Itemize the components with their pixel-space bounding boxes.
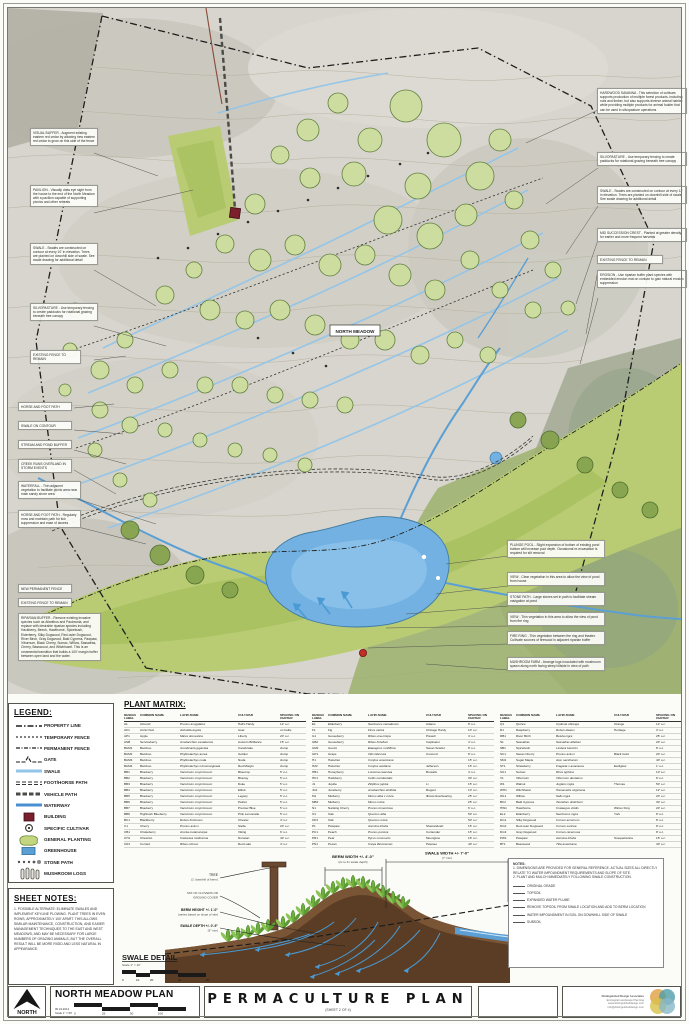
- plan-name: NORTH MEADOW PLAN: [55, 989, 174, 1000]
- annotation-swale-left: SWALE - Swales are constructed on contour at every 10' in elevation. Trees are planted on downhill side of swale. See swale drawing for additional detail: [30, 243, 98, 265]
- plant-row: DG3 Gray Dogwood Cornus racemosa 8' o.c.: [500, 830, 682, 836]
- plant-matrix-group-1: [124, 713, 306, 849]
- annotation-existing-fence-right: EXISTING FENCE TO REMAIN: [597, 255, 663, 264]
- plant-row: R1 Raspberry Rubus idaeus Heritage 3' o.c.: [500, 728, 682, 734]
- plan-scale-bar: [72, 1001, 190, 1015]
- annotation-view-house: VIEW - Clear vegetation in this area to allow the view of pond from house: [507, 572, 605, 586]
- plant-row: BB8 Highbush Blueberry Vaccinium corymbosum Pink Lemonade 5' o.c.: [124, 812, 306, 818]
- plant-row: CH1 Chestnut Castanea mollissima Dunstan 40' o.c.: [124, 836, 306, 842]
- plant-row: BB6 Blueberry Vaccinium corymbosum Patriot 5' o.c.: [124, 800, 306, 806]
- berm-height-label: BERM HEIGHT +/- 1'-0": [181, 908, 218, 912]
- plan-date: 06.24.2014: [55, 1007, 69, 1012]
- plant-row: GP1 Grape Vitis labrusca Concord 8' o.c.: [312, 752, 494, 758]
- plant-row: WH1 Witchhazel Hamamelis virginiana 12' o.c.: [500, 788, 682, 794]
- firm-logo-icon: [647, 988, 677, 1016]
- berm-width-sub: (2x to 4x swale depth): [338, 860, 368, 864]
- plant-row: F1 Fig Ficus carica Chicago Hardy 10' o.c.: [312, 728, 494, 734]
- legend-item-vehicle-path: VEHICLE PATH: [14, 788, 108, 799]
- legend-item-building: BUILDING: [14, 811, 108, 822]
- gate-symbol: [14, 755, 44, 765]
- callout-water-plume: EXPANDED WATER PLUME: [513, 898, 659, 902]
- swale-scale-tick-3: 40: [178, 978, 182, 982]
- greenhouse-symbol: [14, 846, 44, 856]
- sheet-notes-panel: [8, 888, 114, 985]
- callout-original-grade: ORIGINAL GRADE: [513, 884, 659, 888]
- plant-row: P1 Pawpaw Asimina triloba Shenandoah 15' o.c.: [312, 824, 494, 830]
- plant-matrix-group-3: [500, 713, 682, 849]
- legend-item-property-line: PROPERTY LINE: [14, 720, 108, 731]
- legend-item-foot-horse-path: FOOT/HORSE PATH: [14, 777, 108, 788]
- annotation-visual-buffer: VISUAL BUFFER - Augment existing eastern red cedar by allowing new eastern red cedar to grow on this side of the fence: [30, 128, 98, 146]
- plant-row: ASB Serviceberry Amelanchier canadensis Autumn Brilliance 15' o.c.: [124, 740, 306, 746]
- cover-label-1: MIX OF CLOVERS OR: [187, 891, 218, 895]
- plant-row: HK1 Hackberry Celtis occidentalis 30' o.c.: [312, 776, 494, 782]
- plant-row: A1 Almond Prunus amygdalus Hall's Hardy 12' o.c.: [124, 722, 306, 728]
- plant-row: DG2 Red-osier Dogwood Cornus sericea 8' o.c.: [500, 824, 682, 830]
- plant-row: N1 Nanking Cherry Prunus tomentosa 6' o.c.: [312, 806, 494, 812]
- plant-row: GB2 Gooseberry Ribes hirtellum Captivator 4' o.c.: [312, 740, 494, 746]
- legend-item-general-planting: GENERAL PLANTING: [14, 834, 108, 845]
- annotation-stream-pond-buffer: STREAM AND POND BUFFER: [18, 440, 72, 449]
- firm-line-2: Ecological Landscape Planning: [606, 998, 644, 1002]
- legend-item-specific-cultivar: SPECIFIC CULTIVAR: [14, 823, 108, 834]
- plant-row: BB5 Blueberry Vaccinium corymbosum Legacy 5' o.c.: [124, 794, 306, 800]
- plant-row: J1 Jujube Ziziphus jujuba Li 15' o.c.: [312, 782, 494, 788]
- legend-item-swale: SWALE: [14, 766, 108, 777]
- swale-symbol: [14, 767, 44, 775]
- plant-row: GM1 Goumi Elaeagnus multiflora Sweet Scarlet 8' o.c.: [312, 746, 494, 752]
- plant-row: PN1 Pecan Carya illinoinensis Pawnee 40' o.c.: [312, 842, 494, 848]
- swale-scale-tick-2: 20: [150, 978, 154, 982]
- legend-item-permanent-fence: PERMANENT FENCE: [14, 743, 108, 754]
- annotation-existing-fence-left: EXISTING FENCE TO REMAIN: [30, 350, 81, 364]
- plant-row: O1 Oak Quercus alba 50' o.c.: [312, 812, 494, 818]
- plant-matrix-header: DESIGN LABEL COMMON NAME LATIN NAME CULTIVAR SPACING ON CENTER: [124, 713, 306, 722]
- stone-path-symbol: [14, 858, 44, 866]
- plant-row: PR1 Pear Pyrus communis Moonglow 18' o.c.: [312, 836, 494, 842]
- plant-row: BT1 Basswood Tilia americana 40' o.c.: [500, 842, 682, 848]
- waterway-symbol: [14, 801, 44, 809]
- plant-row: HB1 Honeyberry Lonicera caerulea Borealis 4' o.c.: [312, 770, 494, 776]
- cover-label-2: GROUND COVER: [193, 895, 218, 900]
- plant-row: Q1 Quince Cydonia oblonga Orange 12' o.c.: [500, 722, 682, 728]
- plant-row: BAM3 Bamboo Phyllostachys nuda Nuda clump: [124, 758, 306, 764]
- plan-scale-tick-0: 0: [74, 1011, 76, 1015]
- north-arrow-block: [8, 986, 46, 1018]
- vehicle-path-symbol: [14, 790, 44, 798]
- callout-subsoil: SUBSOIL: [513, 920, 659, 924]
- firm-line-4: info@distinguisheddesign.com: [607, 1005, 644, 1009]
- plant-row: AP1 Apple Malus domestica Liberty 20' o.c.: [124, 734, 306, 740]
- plant-row: WL1 Willow Salix nigra 20' o.c.: [500, 794, 682, 800]
- swale-detail-drawing: [120, 850, 510, 985]
- plant-row: BC2 Bald Cypress Taxodium distichum 30' o.c.: [500, 800, 682, 806]
- plant-row: BB3 Blueberry Vaccinium corymbosum Duke 5' o.c.: [124, 782, 306, 788]
- north-meadow-label: NORTH MEADOW: [335, 329, 375, 334]
- annotation-existing-fence-bottom: EXISTING FENCE TO REMAIN: [18, 598, 72, 607]
- swale-width-label: SWALE WIDTH +/- 7'-0": [424, 850, 470, 856]
- legend-item-gate: GATE: [14, 754, 108, 765]
- plant-row: PC1 Peach Prunus persica Contender 15' o.c.: [312, 830, 494, 836]
- tree-label-sub: (1' downhill of berm): [191, 877, 218, 882]
- plant-row: CB1 Chokeberry Aronia melanocarpa Viking 6' o.c.: [124, 830, 306, 836]
- plant-row: BAM2 Bamboo Phyllostachys aurea Golden clump: [124, 752, 306, 758]
- plant-matrix-group-2: [312, 713, 494, 849]
- annotation-silvopasture-left: SILVOPASTURE - Use temporary fencing to create paddocks for rotational grazing beneath tree canopy: [30, 303, 98, 321]
- firm-line-3: www.distinguisheddesign.com: [608, 1002, 644, 1005]
- swale-note-1: 1. DIMENSIONS ARE PROVIDED FOR GENERAL REFERENCE. ACTUAL SIZES ALL DIRECTLY RELATE TO WATER IMPOUNDMENT REQUIREMENTS AND SLOPE OF SITE.: [513, 866, 658, 875]
- building-symbol: [14, 812, 44, 822]
- plant-matrix-header: DESIGN LABEL COMMON NAME LATIN NAME CULTIVAR SPACING ON CENTER: [500, 713, 682, 722]
- tree-label: TREE: [208, 873, 218, 877]
- berm-height-sub: (varies based on slope of site): [177, 912, 218, 917]
- sheet-subtitle: (SHEET 2 OF 4): [325, 1008, 351, 1012]
- annotation-new-permanent-fence: NEW PERMANENT FENCE: [18, 584, 72, 593]
- plant-row: BB7 Blueberry Vaccinium corymbosum Premier Blue 5' o.c.: [124, 806, 306, 812]
- legend-item-mushroom-logs: MUSHROOM LOGS: [14, 868, 108, 879]
- plant-row: BB1 Blueberry Vaccinium corymbosum Bluecrop 5' o.c.: [124, 770, 306, 776]
- swale-depth-sub: (9" min): [207, 928, 218, 933]
- mushroom-logs-symbol: [14, 867, 44, 881]
- plant-row: BAM1 Bamboo Arundinaria gigantea Canebrake clump: [124, 746, 306, 752]
- legend-item-stone-path: STONE PATH: [14, 857, 108, 868]
- plan-scale-tick-1: 25: [102, 1011, 106, 1015]
- plan-title-block: [50, 986, 200, 1018]
- annotation-riparian-buffer: RIPARIAN BUFFER - Remove existing invasive species such as Ailanthus and Paulownia, and replace with desirable riparian species including Hackberry, Beech, Hawthorne, Spicebush, Elderberry, Silky Dogwood, Red-osier Dogwood, River Birch, Gray Dogwood, Bald Cypress, Pawpaw, Viburnum, Black Cherry, Sumac, Willow, Sassafras, Cherry, Basswood, and Witchhazel. This is an ornamental transition that builds a 100' margin buffer between open land and the water.: [18, 613, 101, 661]
- empty-title-block: [478, 986, 558, 1018]
- plant-row: BB2 Blueberry Vaccinium corymbosum Blueray 5' o.c.: [124, 776, 306, 782]
- plant-row: SM1 Sugar Maple Acer saccharum 40' o.c.: [500, 758, 682, 764]
- annotation-pavilion: PAVILION - Visually draw eye sight from the house to the end of the North Meadow with a pavilion capable of supporting picnics and other retreats: [30, 185, 98, 207]
- specific-cultivar-symbol: [14, 823, 44, 833]
- sheet-notes-title: SHEET NOTES:: [14, 894, 77, 903]
- annotation-waterfall: WATERFALL - Thin adjacent vegetation to facilitate picnic area near main sandy shore area: [18, 481, 81, 499]
- legend-item-temporary-fence: TEMPORARY FENCE: [14, 731, 108, 742]
- plant-row: BAM4 Bamboo Phyllostachys rubromarginata Red Margin clump: [124, 764, 306, 770]
- firm-info: [602, 995, 644, 1009]
- annotation-swale-right: SWALE - Swales are constructed on contour at every 12' in elevation. Trees are planted on downhill side of swale. See swale drawing for additional detail: [597, 186, 687, 204]
- plant-row: W1 Walnut Juglans nigra Thomas 50' o.c.: [500, 782, 682, 788]
- plant-row: DG1 Silky Dogwood Cornus amomum 8' o.c.: [500, 818, 682, 824]
- swale-width-sub: (7' min): [442, 856, 452, 860]
- plant-row: G1 Gooseberry Ribes uva-crispa Pixwell 4' o.c.: [312, 734, 494, 740]
- plant-matrix-title: PLANT MATRIX:: [124, 700, 186, 709]
- callout-topsoil: TOPSOIL: [513, 891, 659, 895]
- annotation-mushroom-farm: MUSHROOM FARM - Arrange logs inoculated with mushroom spawn along north facing steep hillside in view of path: [507, 657, 605, 671]
- plan-scale-tick-2: 50: [130, 1011, 134, 1015]
- plant-row: S1 Sassafras Sassafras albidum 20' o.c.: [500, 740, 682, 746]
- plant-row: SC1 Sweet Cherry Prunus avium Black Gold 20' o.c.: [500, 752, 682, 758]
- plant-row: HZ2 Hazelnut Corylus avellana Jefferson 15' o.c.: [312, 764, 494, 770]
- plant-row: BC1 Blackberry Rubus fruticosus Chester 4' o.c.: [124, 818, 306, 824]
- callout-remove-topsoil: REMOVE TOPSOIL FROM SWALE LOCATION AND ADD TO BERM LOCATION: [513, 905, 659, 909]
- annotation-plunge-pool: PLUNGE POOL - Slight expansion of bottom of existing pond bottom will increase pool depth. Occasional re-excavation is required for silt removal: [507, 540, 605, 558]
- swale-depth-label: SWALE DEPTH +/- 0'-9": [180, 924, 218, 928]
- firm-logo-block: [562, 986, 681, 1018]
- plant-row: AK1 Arctic Kiwi Actinidia arguta Issai on trellis: [124, 728, 306, 734]
- plant-row: HW1 Hawthorne Crataegus viridis Winter King 20' o.c.: [500, 806, 682, 812]
- swale-scale-tick-4: 60: [206, 978, 210, 982]
- plan-scale: Scale 1" = 50': [55, 1010, 73, 1015]
- plant-row: OK2 Oak Quercus rubra 50' o.c.: [312, 818, 494, 824]
- plant-row: V1 Viburnum Viburnum dentatum 8' o.c.: [500, 776, 682, 782]
- swale-detail-title: SWALE DETAIL: [122, 953, 178, 962]
- plant-row: EL2 Elderberry Sambucus nigra York 8' o.c.: [500, 812, 682, 818]
- swale-detail-scale: Scale 1" = 10': [122, 963, 141, 967]
- plant-row: CR1 Currant Ribes rubrum Red Lake 4' o.c.: [124, 842, 306, 848]
- north-label: NORTH: [17, 1010, 37, 1016]
- annotation-horse-foot-path: HORSE AND FOOT PATH: [18, 402, 72, 411]
- plant-matrix-header: DESIGN LABEL COMMON NAME LATIN NAME CULTIVAR SPACING ON CENTER: [312, 713, 494, 722]
- plan-scale-tick-3: 100: [158, 1011, 164, 1015]
- plant-row: MB2 Mulberry Morus rubra 25' o.c.: [312, 800, 494, 806]
- legend-title: LEGEND:: [14, 708, 53, 717]
- main-title-block: [204, 986, 472, 1018]
- general-planting-symbol: [14, 834, 44, 846]
- map-area-label: [330, 325, 380, 336]
- plant-row: E1 Elderberry Sambucus canadensis Adams 8' o.c.: [312, 722, 494, 728]
- plant-row: ST1 Strawberry Fragaria x ananassa Earliglow 1' o.c.: [500, 764, 682, 770]
- swale-note-2: 2. PLANT AND MULCH IMMEDIATELY FOLLOWING SWALE CONSTRUCTION.: [513, 875, 632, 880]
- sheet-main-title: PERMACULTURE PLAN: [207, 992, 469, 1007]
- plant-row: RB1 River Birch Betula nigra 25' o.c.: [500, 734, 682, 740]
- annotation-swale-on-contour: SWALE ON CONTOUR: [18, 421, 72, 430]
- callout-water-impoundment: WATER IMPOUNDMENT IN SOIL ON DOWNHILL SIDE OF SWALE: [513, 913, 659, 917]
- swale-notes-title: NOTES:: [513, 862, 526, 866]
- swale-scale-tick-1: 10: [136, 978, 140, 982]
- plant-row: [312, 848, 494, 849]
- legend-item-waterway: WATERWAY: [14, 800, 108, 811]
- legend-item-greenhouse: GREENHOUSE: [14, 845, 108, 856]
- berm-width-label: BERM WIDTH +/- 4'-0": [332, 854, 374, 859]
- firm-line-1: Distinguished Design Associates: [601, 995, 644, 998]
- building-marker: [229, 207, 240, 218]
- plant-row: M1 Mulberry Morus alba x rubra Illinois Everbearing 25' o.c.: [312, 794, 494, 800]
- sheet-note-1: 1. POSSIBLE ALTERNATE: ELIMINATE SWALES AND IMPLEMENT KEYLINE PLOWING. PLANT TREES IN EVEN ROWS, APPROXIMATELY 100' APART. THIS ALLOWS SIMILAR MAINTENANCE, CONSTRUCTION, AND EASIER MANAGEMENT TECHNIQUES TO THE EAST AND WEST MEADOWS, AND MAY BE NECESSARY FOR LARGE NUMBERS OF GRAZING ANIMALS, BUT THE OVERALL RESULT WILL BE MORE RIGID AND LESS NATURAL IN APPEARANCE.: [14, 907, 106, 951]
- plant-row: PW1 Pawpaw Asimina triloba Susquehanna 15' o.c.: [500, 836, 682, 842]
- annotation-hardwood-savanna: HARDWOOD SAVANNA - This selection of cultivars supports production of multiple forest products, including nuts and timber, but also supports diverse animal habitat while providing multiple products for animal fodder that can be used in silvopasture operations: [597, 88, 687, 114]
- annotation-view-fire-ring: VIEW - Thin vegetation in this area to allow the view of pond from fire ring: [507, 612, 605, 626]
- plant-row: SU1 Sumac Rhus typhina 10' o.c.: [500, 770, 682, 776]
- legend-panel: [8, 703, 114, 883]
- permanent-fence-symbol: [14, 744, 44, 752]
- plant-row: C1 Cherry Prunus avium Stella 20' o.c.: [124, 824, 306, 830]
- swale-notes-panel: [508, 858, 664, 968]
- plant-row: H1 Hazelnut Corylus americana 15' o.c.: [312, 758, 494, 764]
- annotation-mid-succession-crest: MID SUCCESSION CREST - Planted at greater density for earlier and more frequent harvests: [597, 228, 687, 242]
- annotation-fire-ring: FIRE RING - Thin vegetation between fire ring and theater. Cultivate sources of firewood in adjacent riparian buffer: [507, 631, 605, 645]
- annotation-creek-overland: CREEK RUNS OVERLAND IN STORM EVENTS: [18, 459, 72, 473]
- swale-scale-tick-0: 0: [122, 978, 124, 982]
- temporary-fence-symbol: [14, 733, 44, 741]
- annotation-erosion: EROSION - Use riparian buffer plant species with embedded erosion mat on contour to gain natural erosion suppression: [597, 270, 687, 288]
- property-line-symbol: [14, 722, 44, 730]
- fire-ring-marker: [359, 649, 366, 656]
- foot-horse-path-symbol: [14, 779, 44, 787]
- annotation-silvopasture-right: SILVOPASTURE - Use temporary fencing to create paddocks for rotational grazing beneath tree canopy: [597, 152, 687, 166]
- north-arrow-icon: [11, 988, 43, 1010]
- annotation-horse-foot-path-maintain: HORSE AND FOOT PATH - Regularly mow and maintain path for tick suppression and ease of access: [18, 510, 81, 528]
- plant-row: SB1 Spicebush Lindera benzoin 8' o.c.: [500, 746, 682, 752]
- plant-row: [124, 848, 306, 849]
- annotation-stone-path: STONE PATH - Large stones set in path to facilitate stream navigation at pond: [507, 592, 605, 606]
- plant-row: [500, 848, 682, 849]
- plant-row: JG1 Juneberry Amelanchier alnifolia Regent 10' o.c.: [312, 788, 494, 794]
- plant-row: BB4 Blueberry Vaccinium corymbosum Elliott 5' o.c.: [124, 788, 306, 794]
